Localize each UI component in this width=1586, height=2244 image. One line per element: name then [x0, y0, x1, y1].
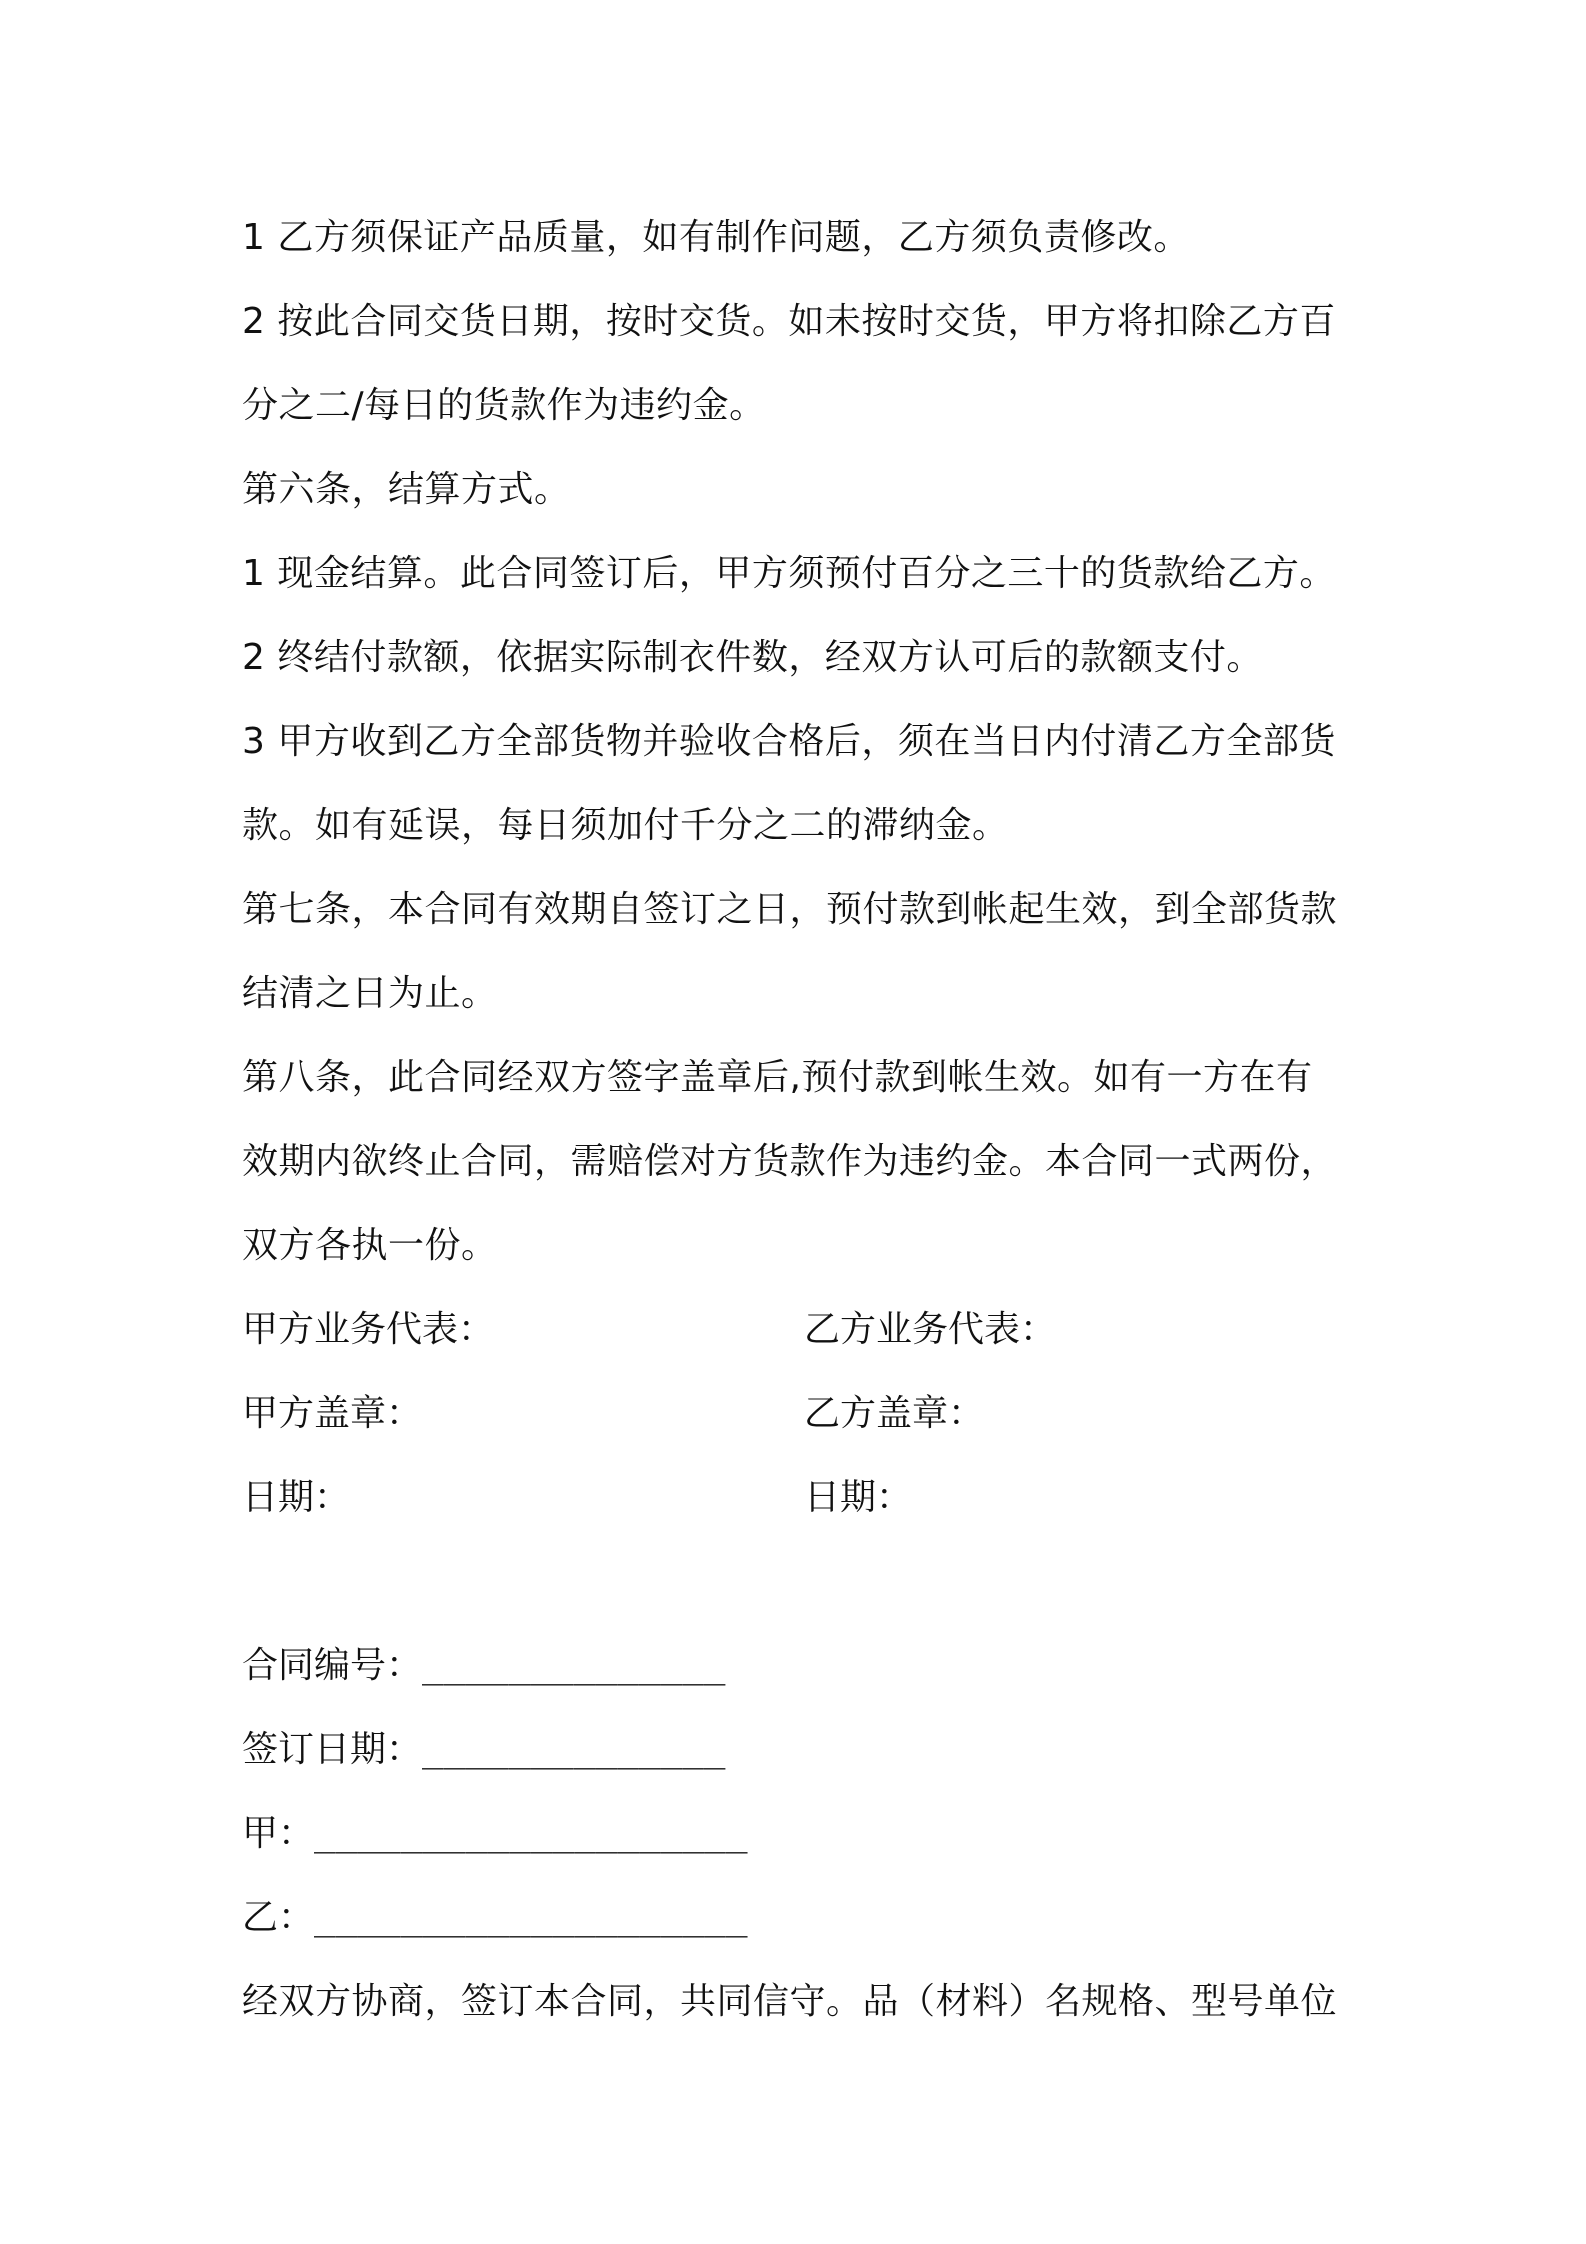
signature-row-dates [242, 1456, 1362, 1540]
signature-row-representatives [242, 1288, 1362, 1372]
party-a-rep-label: 甲方业务代表： [242, 1309, 495, 1350]
party-b-field [242, 1876, 1362, 1960]
party-b-label: 乙： [242, 1897, 315, 1938]
article-8-line3: 双方各执一份。 [242, 1225, 498, 1266]
contract-body [242, 196, 1362, 2044]
article-6-heading: 第六条，结算方式。 [242, 469, 571, 510]
contract-number-label: 合同编号： [242, 1645, 423, 1686]
article-7-line1: 第七条，本合同有效期自签订之日，预付款到帐起生效，到全部货款 [242, 889, 1338, 930]
party-a-label: 甲： [242, 1813, 315, 1854]
party-b-blank: ____________________ [314, 1897, 748, 1938]
section-spacer [242, 1540, 1362, 1624]
clause-6-2: 2 终结付款额，依据实际制衣件数，经双方认可后的款额支付。 [242, 637, 1263, 678]
article-7-line2: 结清之日为止。 [242, 973, 498, 1014]
party-a-field [242, 1792, 1362, 1876]
clause-5-2-line2: 分之二/每日的货款作为违约金。 [242, 385, 766, 426]
article-8-line2: 效期内欲终止合同，需赔偿对方货款作为违约金。本合同一式两份， [242, 1141, 1338, 1182]
closing-statement: 经双方协商，签订本合同，共同信守。品（材料）名规格、型号单位 [242, 1981, 1338, 2022]
contract-number-field [242, 1624, 1362, 1708]
sign-date-label: 签订日期： [242, 1729, 423, 1770]
party-b-rep-label: 乙方业务代表： [804, 1309, 1057, 1350]
contract-number-blank: ______________ [422, 1645, 726, 1686]
clause-6-1: 1 现金结算。此合同签订后，甲方须预付百分之三十的货款给乙方。 [242, 553, 1336, 594]
clause-5-1: 1 乙方须保证产品质量，如有制作问题，乙方须负责修改。 [242, 217, 1190, 258]
article-8-line1: 第八条，此合同经双方签字盖章后,预付款到帐生效。如有一方在有 [242, 1057, 1313, 1098]
party-a-blank: ____________________ [314, 1813, 748, 1854]
signature-row-seals [242, 1372, 1362, 1456]
clause-5-2-line1: 2 按此合同交货日期，按时交货。如未按时交货，甲方将扣除乙方百 [242, 301, 1336, 342]
party-b-date-label: 日期： [804, 1477, 913, 1518]
clause-6-3-line1: 3 甲方收到乙方全部货物并验收合格后，须在当日内付清乙方全部货 [242, 721, 1336, 762]
party-b-seal-label: 乙方盖章： [804, 1393, 985, 1434]
sign-date-field [242, 1708, 1362, 1792]
clause-6-3-line2: 款。如有延误，每日须加付千分之二的滞纳金。 [242, 805, 1009, 846]
party-a-date-label: 日期： [242, 1477, 351, 1518]
party-a-seal-label: 甲方盖章： [242, 1393, 423, 1434]
sign-date-blank: ______________ [422, 1729, 726, 1770]
